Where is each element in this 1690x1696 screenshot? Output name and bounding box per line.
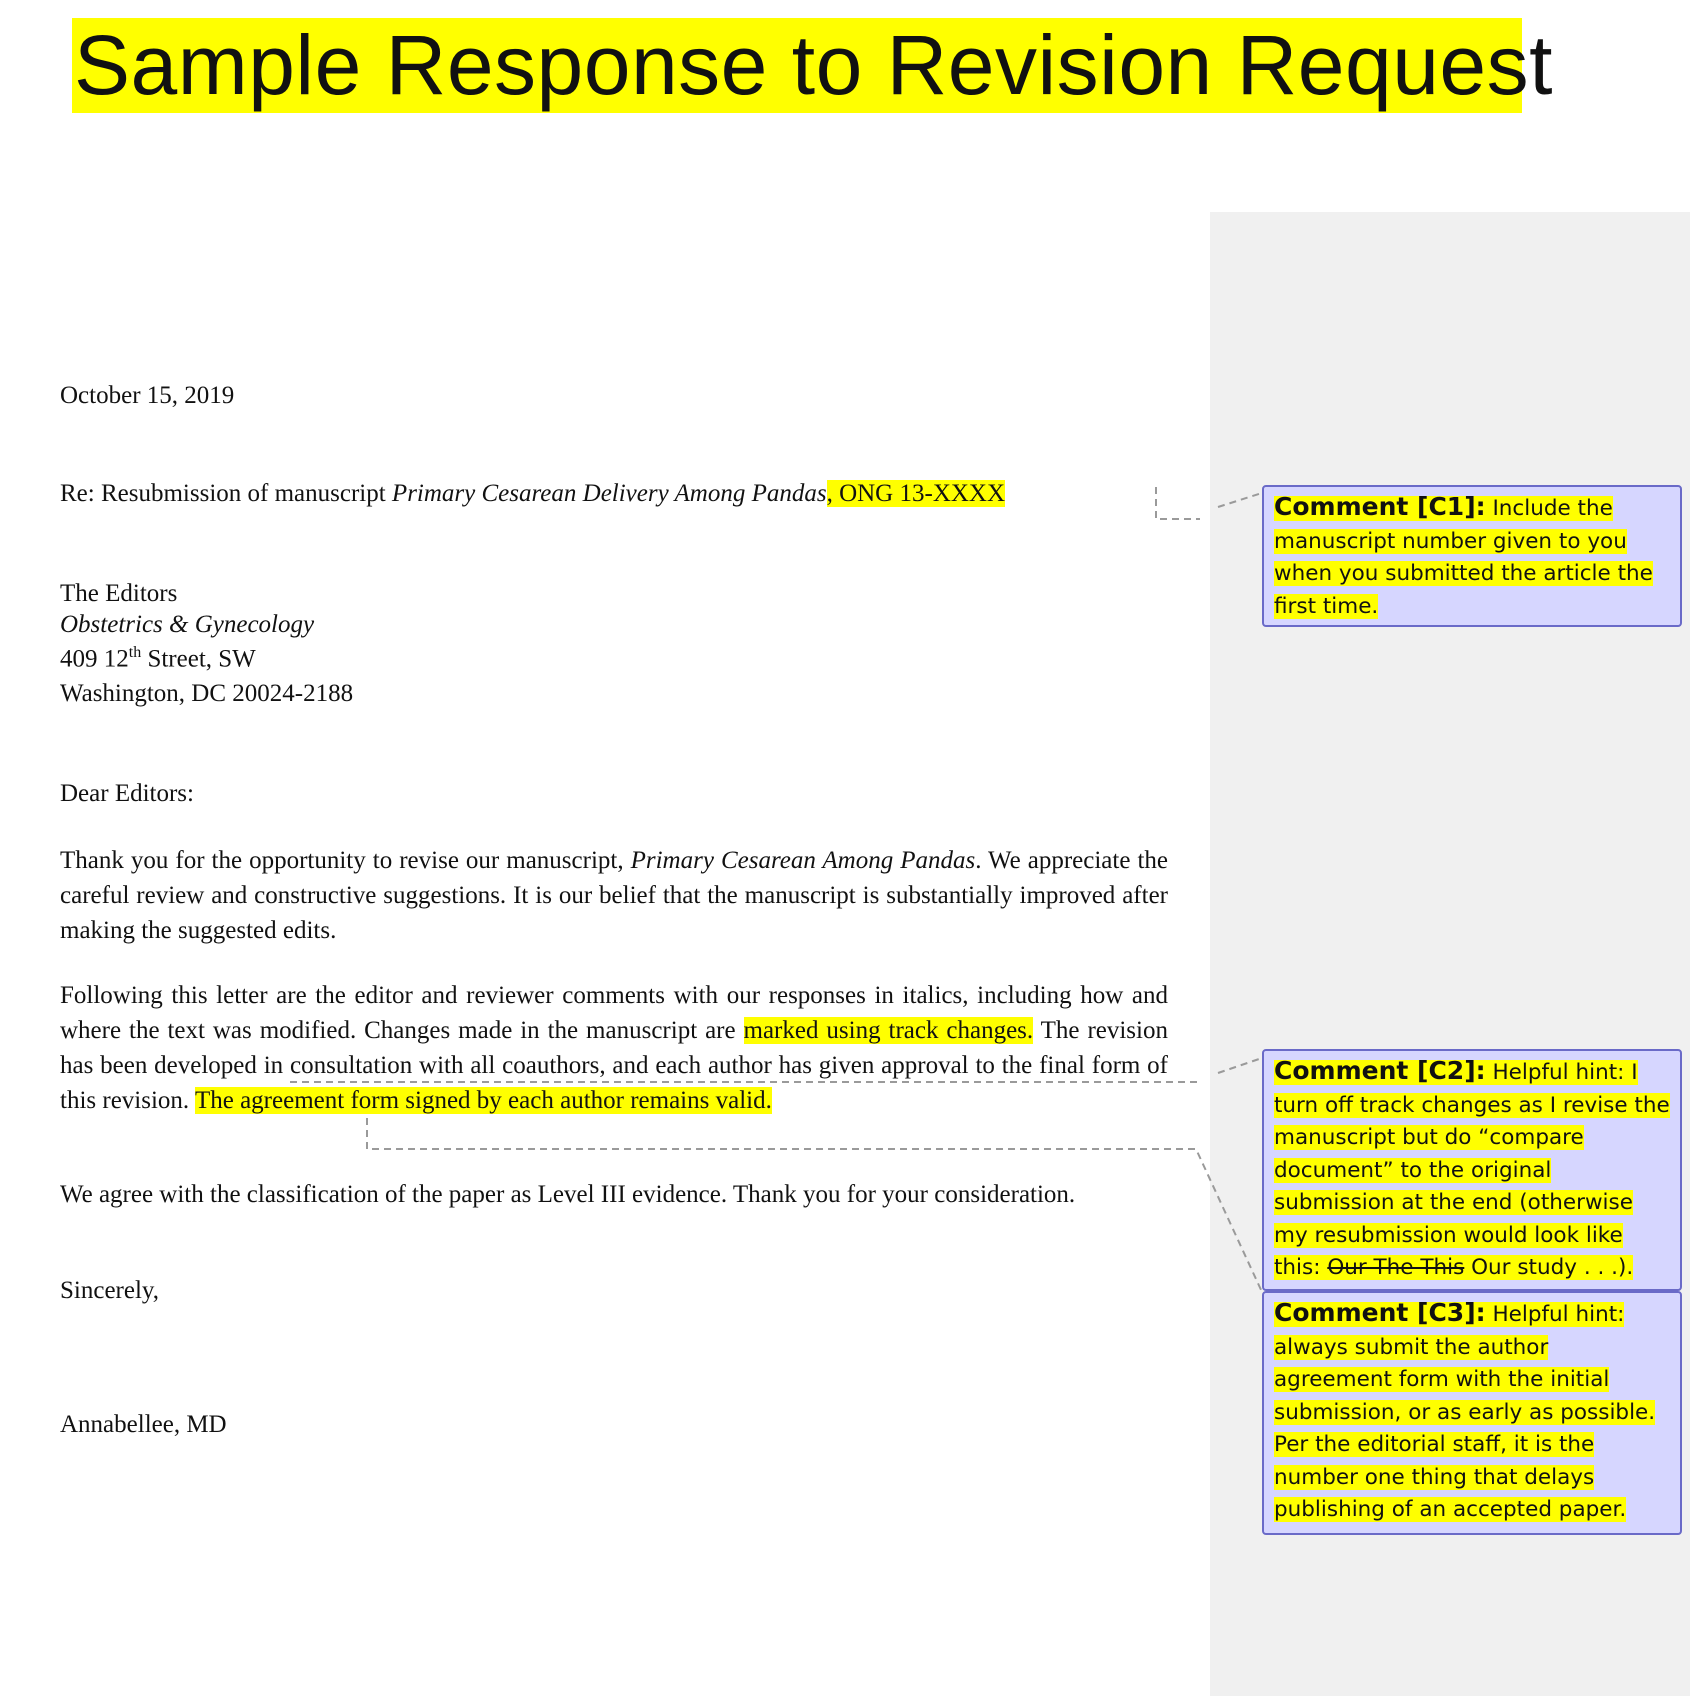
comment-c2-label: Comment [C2]: <box>1274 1056 1486 1085</box>
re-manuscript-number: , ONG 13-XXXX <box>826 480 1006 507</box>
comment-c2-text: Helpful hint: I turn off track changes as I revise the manuscript but do “compare document” to the original submission at the end (otherwise my resubmission would look like this: <box>1274 1060 1670 1280</box>
address-city: Washington, DC 20024-2188 <box>60 680 354 707</box>
re-line <box>60 480 1005 508</box>
connector-c1 <box>1156 487 1200 519</box>
paragraph-2 <box>60 978 1168 1118</box>
letter-date: October 15, 2019 <box>60 382 235 409</box>
p2-text-b: The revision has been developed in consultation with all coauthors, and each author has given approval to the final form of this revision. <box>60 1017 1168 1114</box>
signature: Annabellee, MD <box>60 1411 227 1438</box>
journal-name: Obstetrics & Gynecology <box>60 611 315 638</box>
paragraph-1 <box>60 843 1168 948</box>
comment-c1[interactable] <box>1262 485 1682 627</box>
connector-c1-link <box>1218 493 1262 507</box>
connector-c2-link <box>1218 1058 1262 1073</box>
salutation: Dear Editors: <box>60 780 194 807</box>
re-manuscript-title: Primary Cesarean Delivery Among Pandas <box>391 480 827 507</box>
paragraph-3: We agree with the classification of the paper as Level III evidence. Thank you for your consideration. <box>60 1181 1076 1208</box>
comment-c1-text: Include the manuscript number given to you when you submitted the article the first time. <box>1274 496 1653 619</box>
street-number: 409 12 <box>60 645 129 673</box>
closing: Sincerely, <box>60 1277 160 1304</box>
p1-text-end: . We appreciate the careful review and constructive suggestions. It is our belief that the manuscript is substantially improved after making the suggested edits. <box>60 847 1168 944</box>
street-rest: Street, SW <box>141 645 256 673</box>
p1-text-start: Thank you for the opportunity to revise our manuscript, <box>60 847 631 874</box>
comment-c3-text: Helpful hint: always submit the author agreement form with the initial submission, or as early as possible. Per the editorial staff, it is the number one thing that delays publishing of an accepted paper. <box>1274 1302 1656 1522</box>
p2-text-a: Following this letter are the editor and reviewer comments with our responses in italics, including how and where the text was modified. Changes made in the manuscript are <box>60 982 1168 1044</box>
street-suffix: th <box>128 644 142 661</box>
document-title: Sample Response to Revision Request <box>74 18 1553 112</box>
comment-c2-struck-text: Our The This <box>1327 1255 1465 1280</box>
re-prefix: Re: Resubmission of manuscript <box>60 480 392 507</box>
address-street <box>60 644 256 673</box>
comment-c1-label: Comment [C1]: <box>1274 492 1486 521</box>
comment-c2-text-end: Our study . . .). <box>1464 1255 1634 1280</box>
p2-highlight-track-changes: marked using track changes. <box>743 1017 1034 1044</box>
comment-c3[interactable] <box>1262 1291 1682 1535</box>
comment-c2[interactable] <box>1262 1049 1682 1291</box>
address-journal <box>60 611 314 639</box>
p2-highlight-agreement: The agreement form signed by each author remains valid. <box>194 1087 772 1114</box>
address-line-1: The Editors <box>60 580 178 607</box>
p1-manuscript-title: Primary Cesarean Among Pandas <box>630 847 976 874</box>
comment-c3-label: Comment [C3]: <box>1274 1298 1486 1327</box>
